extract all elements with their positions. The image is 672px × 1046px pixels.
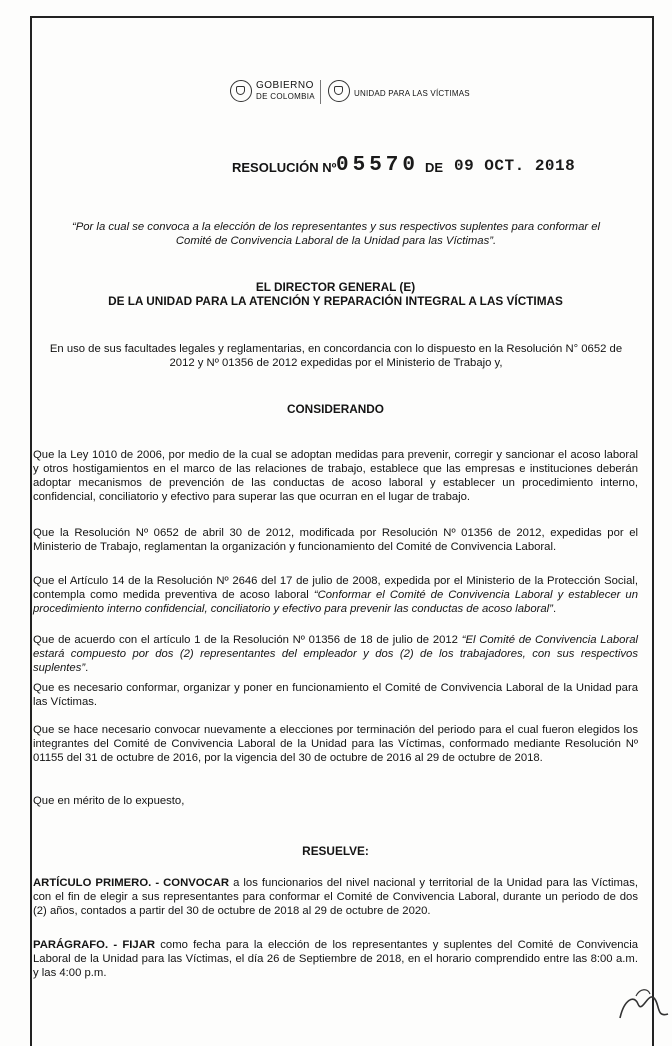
article-primero-text: a los funcionarios del nivel nacional y territorial de la Unidad para las Víctimas, con el fin de elegir a sus representantes para conformar el Comité de Convivencia Laboral, durante un periodo de dos (2) años, contados a partir del 30 de octubre de 2018 al 29 de octubre de 2020. — [33, 877, 638, 917]
considerando-7: Que en mérito de lo expuesto, — [33, 795, 185, 807]
victims-unit-shield-icon — [328, 80, 350, 102]
colombia-shield-icon — [230, 80, 252, 102]
considerando-4-end: . — [85, 662, 89, 674]
initials-scribble — [612, 978, 672, 1024]
considerando-4 — [33, 633, 638, 675]
logo-government-line1: GOBIERNO — [256, 80, 314, 91]
resolution-date-stamp: 09 OCT. 2018 — [454, 157, 576, 175]
considerando-3 — [33, 574, 638, 616]
logo-unit-name: UNIDAD PARA LAS VÍCTIMAS — [354, 89, 470, 98]
resolution-label: RESOLUCIÓN Nº — [232, 160, 337, 175]
logo-divider — [320, 80, 321, 104]
authority-title — [33, 280, 638, 308]
considerando-5: Que es necesario conformar, organizar y poner en funcionamiento el Comité de Convivencia Laboral de la Unidad para las Víctimas. — [33, 682, 638, 708]
considerando-4-text: Que de acuerdo con el artículo 1 de la Resolución Nº 01356 de 18 de julio de 2012 — [33, 634, 462, 646]
considerando-3-quote: “Conformar el Comité de Convivencia Laboral y establecer un procedimiento interno confidencial, conciliatorio y efectivo para prevenir las conductas de acoso laboral” — [33, 589, 639, 615]
article-primero — [33, 876, 638, 918]
header-logos — [228, 78, 488, 118]
considerando-2: Que la Resolución Nº 0652 de abril 30 de 2012, modificada por Resolución Nº 01356 de 2012, expedidas por el Ministerio de Trabajo, reglamentan la organización y funcionamiento del Comité de Convivencia Laboral. — [33, 527, 638, 553]
article-primero-label: ARTÍCULO PRIMERO. - CONVOCAR — [33, 877, 230, 889]
paragrafo — [33, 938, 638, 980]
considerando-4-quote: “El Comité de Convivencia Laboral estará compuesto por dos (2) representantes del empleador y dos (2) de los trabajadores, con sus respectivos suplentes” — [33, 634, 638, 674]
paragrafo-label: PARÁGRAFO. - FIJAR — [33, 939, 156, 951]
paragrafo-text: como fecha para la elección de los representantes y suplentes del Comité de Convivencia Laboral de la Unidad para las Víctimas, el día 26 de Septiembre de 2018, en el horario comprendido entre las 8:00 a.m. y las 4:00 p.m. — [33, 939, 639, 979]
considerando-3-text: Que el Artículo 14 de la Resolución Nº 2646 del 17 de julio de 2008, expedida por el Ministerio de la Protección Social, contempla como medida preventiva de acoso laboral — [33, 575, 638, 601]
authority-line1: EL DIRECTOR GENERAL (E) — [255, 280, 416, 294]
resuelve-heading: RESUELVE: — [302, 844, 369, 858]
considerando-3-end: . — [552, 603, 557, 615]
resolution-subject: “Por la cual se convoca a la elección de los representantes y sus respectivos suplentes para conformar el Comité de Convivencia Laboral de la Unidad para las Víctimas”. — [71, 221, 601, 247]
authority-line2: DE LA UNIDAD PARA LA ATENCIÓN Y REPARACIÓN INTEGRAL A LAS VÍCTIMAS — [108, 294, 563, 308]
logo-government-line2: DE COLOMBIA — [256, 92, 315, 101]
resolution-number: 05570 — [336, 154, 420, 177]
preamble: En uso de sus facultades legales y reglamentarias, en concordancia con lo dispuesto en la Resolución N° 0652 de 2012 y Nº 01356 de 2012 expedidas por el Ministerio de Trabajo y, — [49, 343, 623, 369]
considerando-heading: CONSIDERANDO — [286, 402, 384, 416]
considerando-6: Que se hace necesario convocar nuevamente a elecciones por terminación del periodo para el cual fueron elegidos los integrantes del Comité de Convivencia Laboral de la Unidad para las Víctimas, conformado mediante Resolución Nº 01155 del 31 de octubre de 2016, por la vigencia del 30 de octubre de 2016 al 29 de octubre de 2018. — [33, 724, 638, 764]
considerando-1: Que la Ley 1010 de 2006, por medio de la cual se adoptan medidas para prevenir, corregir y sancionar el acoso laboral y otros hostigamientos en el marco de las relaciones de trabajo, establece que las empresas e instituciones deberán adoptar mecanismos de prevención de las conductas de acoso laboral y establecer un procedimiento interno, confidencial, conciliatorio y efectivo para superar las que ocurran en el lugar de trabajo. — [33, 449, 638, 503]
resolution-de: DE — [425, 160, 444, 175]
